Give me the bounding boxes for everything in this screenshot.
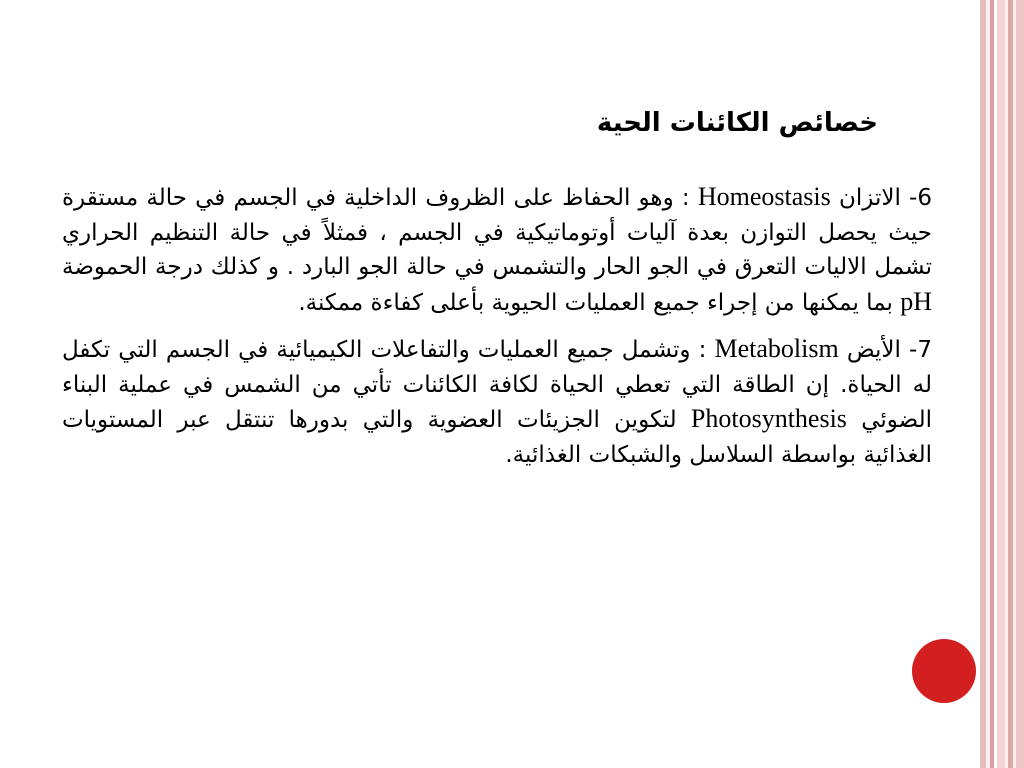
paragraph-prefix: 6- الاتزان [838,185,932,211]
paragraph-suffix: لتكوين الجزيئات العضوية والتي بدورها تنتقل عبر المستويات الغذائية بواسطة السلاسل والشبكات الغذائية. [62,407,932,468]
term-photosynthesis: Photosynthesis [690,404,847,433]
paragraph-middle: : وتشمل جميع العمليات والتفاعلات الكيميائية في الجسم التي تكفل له الحياة. إن الطاقة التي تعطي الحياة لكافة الكائنات تأتي من الشمس في عملية البناء الضوئي [62,337,932,433]
term-ph: pH [900,286,932,316]
paragraph-middle: : وهو الحفاظ على الظروف الداخلية في الجسم في حالة مستقرة حيث يحصل التوازن بعدة آليات أوتوماتيكية في الجسم ، فمثلاً في حالة التنظيم الحراري تشمل الاليات التعرق في الجو الحار والتشمس في حالة الجو البارد . و كذلك درجة الحموضة [62,185,932,280]
slide-title: خصائص الكائنات الحية [596,108,878,138]
paragraph-homeostasis [62,180,932,320]
term-metabolism: Metabolism [714,334,839,363]
term-homeostasis: Homeostasis [697,182,831,211]
paragraph-prefix: 7- الأيض [846,337,932,363]
stripe-5 [1016,0,1024,768]
stripe-3 [997,0,1005,768]
paragraph-metabolism [62,332,932,472]
decorative-circle [912,639,976,703]
stripe-2 [990,0,994,768]
paragraph-suffix: بما يمكنها من إجراء جميع العمليات الحيوية بأعلى كفاءة ممكنة. [298,289,893,316]
slide-body [62,180,932,484]
